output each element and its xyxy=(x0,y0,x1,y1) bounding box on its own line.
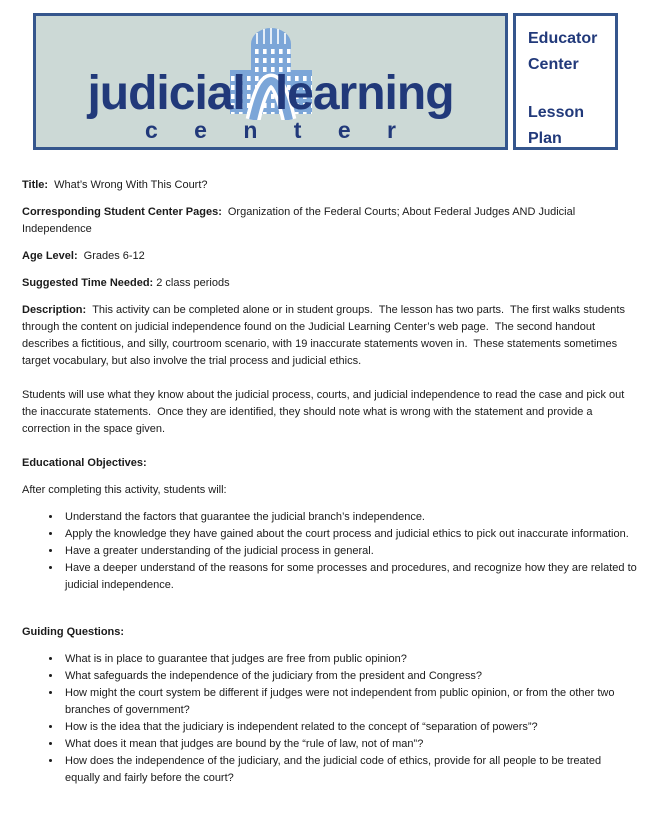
objective-item: • Apply the knowledge they have gained about the court process and judicial ethics to pick out inaccurate information. xyxy=(62,526,638,543)
field-age-level xyxy=(22,248,638,265)
objectives-list xyxy=(22,509,638,594)
description-paragraph xyxy=(22,302,638,370)
guiding-question-item: • What does it mean that judges are bound by the “rule of law, not of man”? xyxy=(62,736,638,753)
judicial-learning-center-logo xyxy=(33,13,508,150)
field-time-label: Suggested Time Needed: xyxy=(22,277,154,289)
description-text: This activity can be completed alone or in student groups. The lesson has two parts. The first walks students through the content on judicial independence found on the Judicial Learning Center’s web page. The second handout describes a fictitious, and silly, courtroom scenario, with 19 inaccurate statements woven in. These statements sometimes target vocabulary, but also involve the trial process and judicial ethics. xyxy=(22,304,629,367)
field-time-value: 2 class periods xyxy=(156,277,230,289)
badge-line-center: Center xyxy=(528,56,579,73)
objectives-intro: After completing this activity, students will: xyxy=(22,484,227,496)
field-title xyxy=(22,177,638,194)
brand-word-learning: learning xyxy=(274,67,454,120)
badge-line-plan: Plan xyxy=(528,130,562,147)
badge-line-lesson: Lesson xyxy=(528,104,585,121)
field-pages-label: Corresponding Student Center Pages: xyxy=(22,206,222,218)
brand-word-judicial: judicial xyxy=(87,67,245,120)
objective-item: • Understand the factors that guarantee the judicial branch’s independence. xyxy=(62,509,638,526)
lesson-plan-body xyxy=(22,177,638,787)
guiding-question-item: • What safeguards the independence of the judiciary from the president and Congress? xyxy=(62,668,638,685)
field-title-label: Title: xyxy=(22,179,49,191)
brand-wordmark xyxy=(36,67,505,120)
guiding-question-item: • What is in place to guarantee that judges are free from public opinion? xyxy=(62,651,638,668)
field-student-center-pages xyxy=(22,204,638,238)
field-title-value: What’s Wrong With This Court? xyxy=(54,179,208,191)
field-time-needed xyxy=(22,275,638,292)
students-paragraph xyxy=(22,387,638,438)
objectives-heading: Educational Objectives: xyxy=(22,457,147,469)
guiding-question-item: • How might the court system be different if judges were not independent from public opinion, or from the other two branches of government? xyxy=(62,685,638,719)
brand-tagline: c e n t e r xyxy=(145,117,411,143)
field-age-value: Grades 6-12 xyxy=(83,250,145,262)
educator-center-badge xyxy=(513,13,618,150)
badge-line-educator: Educator xyxy=(528,30,598,47)
field-age-label: Age Level: xyxy=(22,250,78,262)
header-banner xyxy=(33,13,618,150)
guiding-question-item: • How is the idea that the judiciary is independent related to the concept of “separation of powers”? xyxy=(62,719,638,736)
field-pages-value: Organization of the Federal Courts; About Federal Judges AND Judicial Independence xyxy=(22,206,579,235)
guiding-question-item: • How does the independence of the judiciary, and the judicial code of ethics, provide for all people to be treated equally and fairly before the court? xyxy=(62,753,638,787)
objective-item: • Have a greater understanding of the judicial process in general. xyxy=(62,543,638,560)
objective-item: • Have a deeper understand of the reasons for some processes and procedures, and recognize how they are related to judicial independence. xyxy=(62,560,638,594)
students-paragraph-text: Students will use what they know about the judicial process, courts, and judicial independence to read the case and pick out the inaccurate statements. Once they are identified, they should note what is wrong with the statement and provide a correction in the space given. xyxy=(22,389,628,435)
guiding-questions-heading: Guiding Questions: xyxy=(22,626,125,638)
description-label: Description: xyxy=(22,304,87,316)
guiding-questions-list xyxy=(22,651,638,787)
